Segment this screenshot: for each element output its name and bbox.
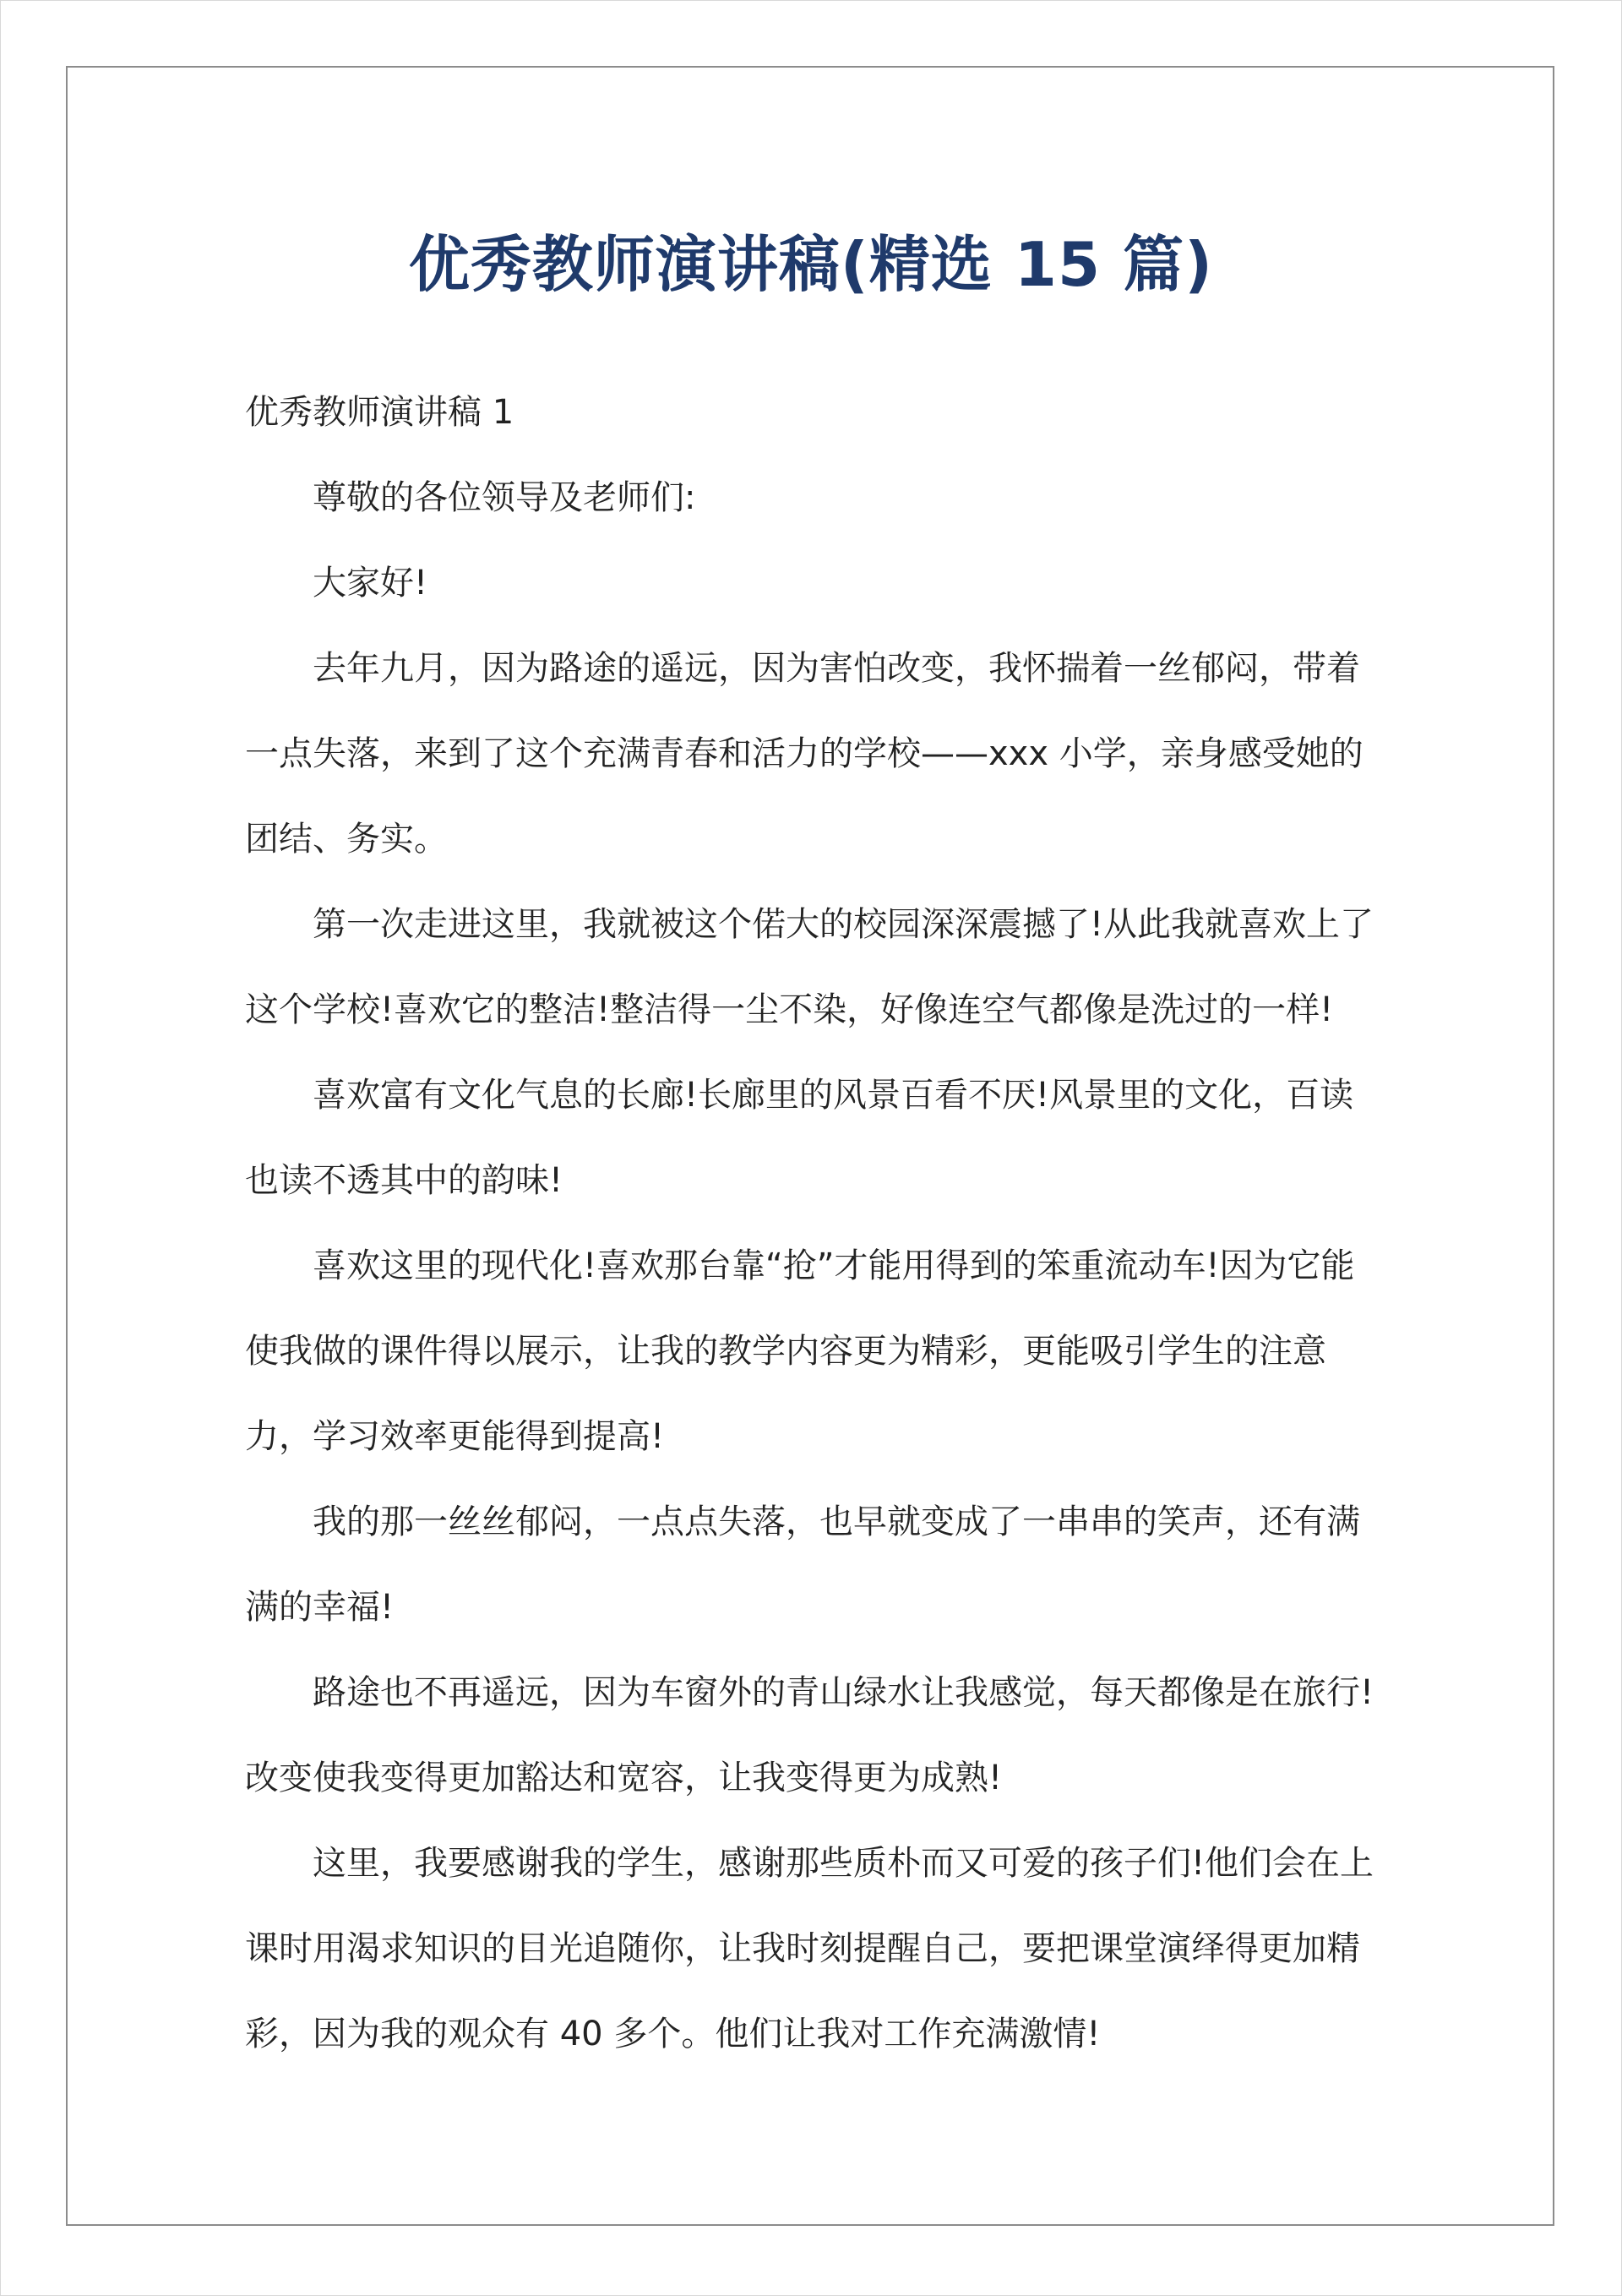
paragraph: 我的那一丝丝郁闷，一点点失落，也早就变成了一串串的笑声，还有满满的幸福! (245, 1502, 1360, 1627)
paragraph: 喜欢富有文化气息的长廊!长廊里的风景百看不厌!风景里的文化，百读也读不透其中的韵味! (245, 1076, 1354, 1200)
paragraph: 第一次走进这里，我就被这个偌大的校园深深震撼了!从此我就喜欢上了这个学校!喜欢它的整洁!整洁得一尘不染，好像连空气都像是洗过的一样! (245, 905, 1374, 1029)
document-title: 优秀教师演讲稿(精选 15 篇) (408, 229, 1214, 300)
paragraph: 喜欢这里的现代化!喜欢那台靠“抢”才能用得到的笨重流动车!因为它能使我做的课件得以展示，让我的教学内容更为精彩，更能吸引学生的注意力，学习效率更能得到提高! (245, 1246, 1355, 1456)
document-body (245, 370, 1377, 2077)
paragraph: 这里，我要感谢我的学生，感谢那些质朴而又可爱的孩子们!他们会在上课时用渴求知识的目光追随你，让我时刻提醒自己，要把课堂演绎得更加精彩，因为我的观众有 40 多个。他们让我对工作充满激情! (245, 1844, 1374, 2053)
paragraph: 路途也不再遥远，因为车窗外的青山绿水让我感觉，每天都像是在旅行!改变使我变得更加豁达和宽容，让我变得更为成熟! (245, 1673, 1374, 1797)
paragraph: 去年九月，因为路途的遥远，因为害怕改变，我怀揣着一丝郁闷，带着一点失落，来到了这个充满青春和活力的学校——xxx 小学，亲身感受她的团结、务实。 (245, 649, 1363, 859)
paragraph-greeting: 大家好! (313, 564, 428, 603)
section-heading: 优秀教师演讲稿 1 (245, 393, 514, 432)
paragraph-salutation: 尊敬的各位领导及老师们: (313, 478, 696, 517)
